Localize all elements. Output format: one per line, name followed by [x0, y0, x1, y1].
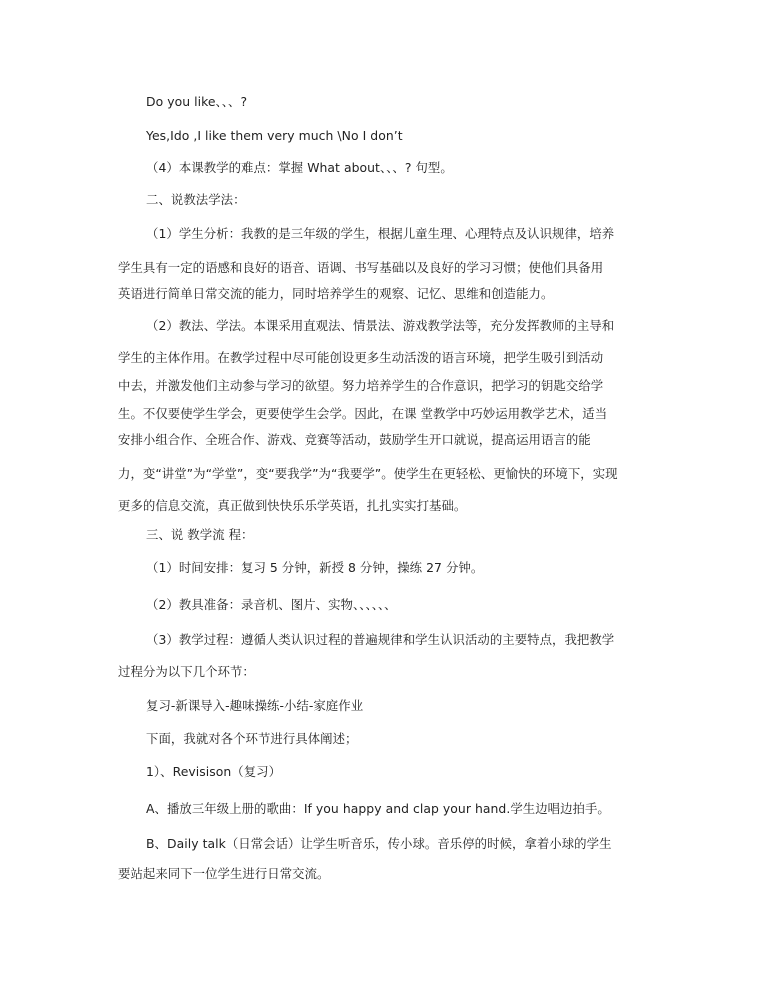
text-line-teaching-method-2: 学生的主体作用。在教学过程中尽可能创设更多生动活泼的语言环境，把学生吸引到活动	[118, 350, 604, 365]
text-line-difficulty: （4）本课教学的难点：掌握 What about、、、? 句型。	[146, 160, 453, 175]
text-line-teaching-process-1: （3）教学过程：遵循人类认识过程的普遍规律和学生认识活动的主要特点，我把教学	[146, 632, 615, 647]
text-line-teaching-aids: （2）教具准备：录音机、图片、实物、、、、、、	[146, 597, 397, 612]
text-line-detail-intro: 下面，我就对各个环节进行具体阐述；	[146, 731, 358, 746]
text-line-teaching-method-4: 生。不仅要使学生学会，更要使学生会学。因此，在课 堂教学中巧妙运用教学艺术，适当	[118, 406, 608, 421]
text-line-time-arrangement: （1）时间安排：复习 5 分钟，新授 8 分钟，操练 27 分钟。	[146, 560, 484, 575]
text-line-student-analysis-3: 英语进行简单日常交流的能力，同时培养学生的观察、记忆、思维和创造能力。	[118, 286, 554, 301]
text-line-teaching-method-6: 力，变“讲堂”为“学堂”，变“要我学”为“我要学”。使学生在更轻松、更愉快的环境下，实现	[118, 466, 618, 481]
text-line-process-steps: 复习-新课导入-趣味操练-小结-家庭作业	[146, 698, 364, 713]
text-line-teaching-method-5: 安排小组合作、全班合作、游戏、竞赛等活动，鼓励学生开口就说，提高运用语言的能	[118, 432, 591, 447]
text-line-revision: 1）、Revisison（复习）	[146, 764, 282, 779]
text-line-teaching-method-7: 更多的信息交流，真正做到快快乐乐学英语，扎扎实实打基础。	[118, 498, 467, 513]
text-line-yes-i-do: Yes,Ido ,I like them very much \No I don’t	[146, 128, 403, 143]
section-heading-process: 三、说 教学流 程：	[146, 527, 254, 542]
text-line-student-analysis-1: （1）学生分析：我教的是三年级的学生，根据儿童生理、心理特点及认识规律，培养	[146, 226, 615, 241]
text-line-teaching-method-3: 中去，并激发他们主动参与学习的欲望。努力培养学生的合作意识，把学习的钥匙交给学	[118, 378, 604, 393]
text-line-student-analysis-2: 学生具有一定的语感和良好的语音、语调、书写基础以及良好的学习习惯；使他们具备用	[118, 260, 604, 275]
text-line-daily-talk-2: 要站起来同下一位学生进行日常交流。	[118, 866, 330, 881]
text-line-teaching-process-2: 过程分为以下几个环节：	[118, 664, 255, 679]
text-line-daily-talk-1: B、Daily talk（日常会话）让学生听音乐，传小球。音乐停的时候，拿着小球的学生	[146, 836, 612, 851]
text-line-teaching-method-1: （2）教法、学法。本课采用直观法、情景法、游戏教学法等，充分发挥教师的主导和	[146, 318, 615, 333]
text-line-do-you-like: Do you like、、、?	[146, 94, 248, 109]
section-heading-methods: 二、说教法学法：	[146, 192, 246, 207]
text-line-song: A、播放三年级上册的歌曲：If you happy and clap your hand.学生边唱边拍手。	[146, 801, 610, 816]
